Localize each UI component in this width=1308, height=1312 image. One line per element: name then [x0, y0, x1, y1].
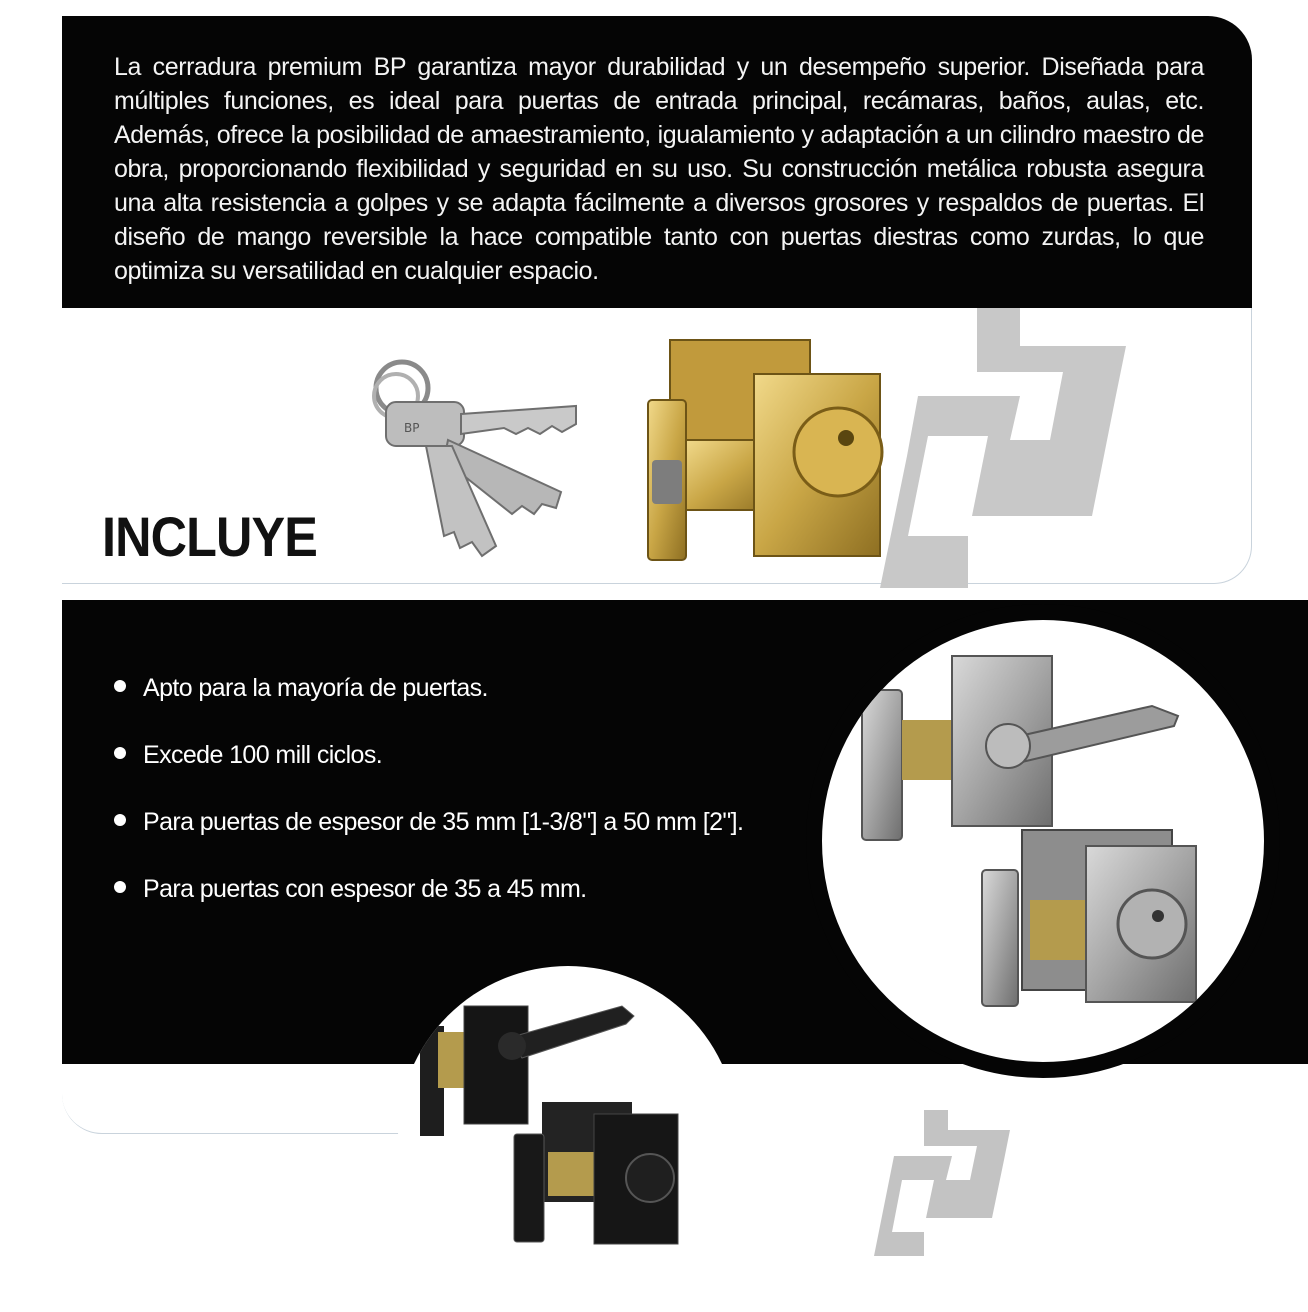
bullet-icon	[114, 814, 126, 826]
bottom-card-edge	[62, 1064, 422, 1134]
includes-title: INCLUYE	[102, 505, 317, 568]
svg-text:BP: BP	[404, 421, 420, 435]
feature-text: Para puertas de espesor de 35 mm [1-3/8"] a 50 mm [2"].	[143, 808, 744, 836]
nickel-lockset-image	[822, 620, 1264, 1062]
gold-deadbolt-image	[640, 330, 890, 570]
bullet-icon	[114, 747, 126, 759]
nickel-lockset-circle	[806, 604, 1280, 1078]
bullet-icon	[114, 881, 126, 893]
feature-text: Para puertas con espesor de 35 a 45 mm.	[143, 875, 587, 903]
feature-text: Apto para la mayoría de puertas.	[143, 674, 488, 702]
black-lockset-circle	[398, 966, 738, 1306]
feature-text: Excede 100 mill ciclos.	[143, 741, 383, 769]
bullet-icon	[114, 680, 126, 692]
bp-logo-watermark	[880, 308, 1140, 588]
black-lockset-image	[398, 966, 738, 1306]
keys-image	[356, 342, 586, 562]
product-description: La cerradura premium BP garantiza mayor durabilidad y un desempeño superior. Diseñada para múltiples funciones, es ideal para puertas de entrada principal, recámaras, baños, aulas, etc. Además, ofrece la posibilidad de amaestramiento, igualamiento y adaptación a un cilindro maestro de obra, proporcionando flexibilidad y seguridad en su uso. Su construcción metálica robusta asegura una alta resistencia a golpes y se adapta fácilmente a diversos grosores y respaldos de puertas. El diseño de mango reversible la hace compatible tanto con puertas diestras como zurdas, lo que optimiza su versatilidad en cualquier espacio.	[114, 53, 1204, 285]
bp-logo	[874, 1110, 1014, 1256]
